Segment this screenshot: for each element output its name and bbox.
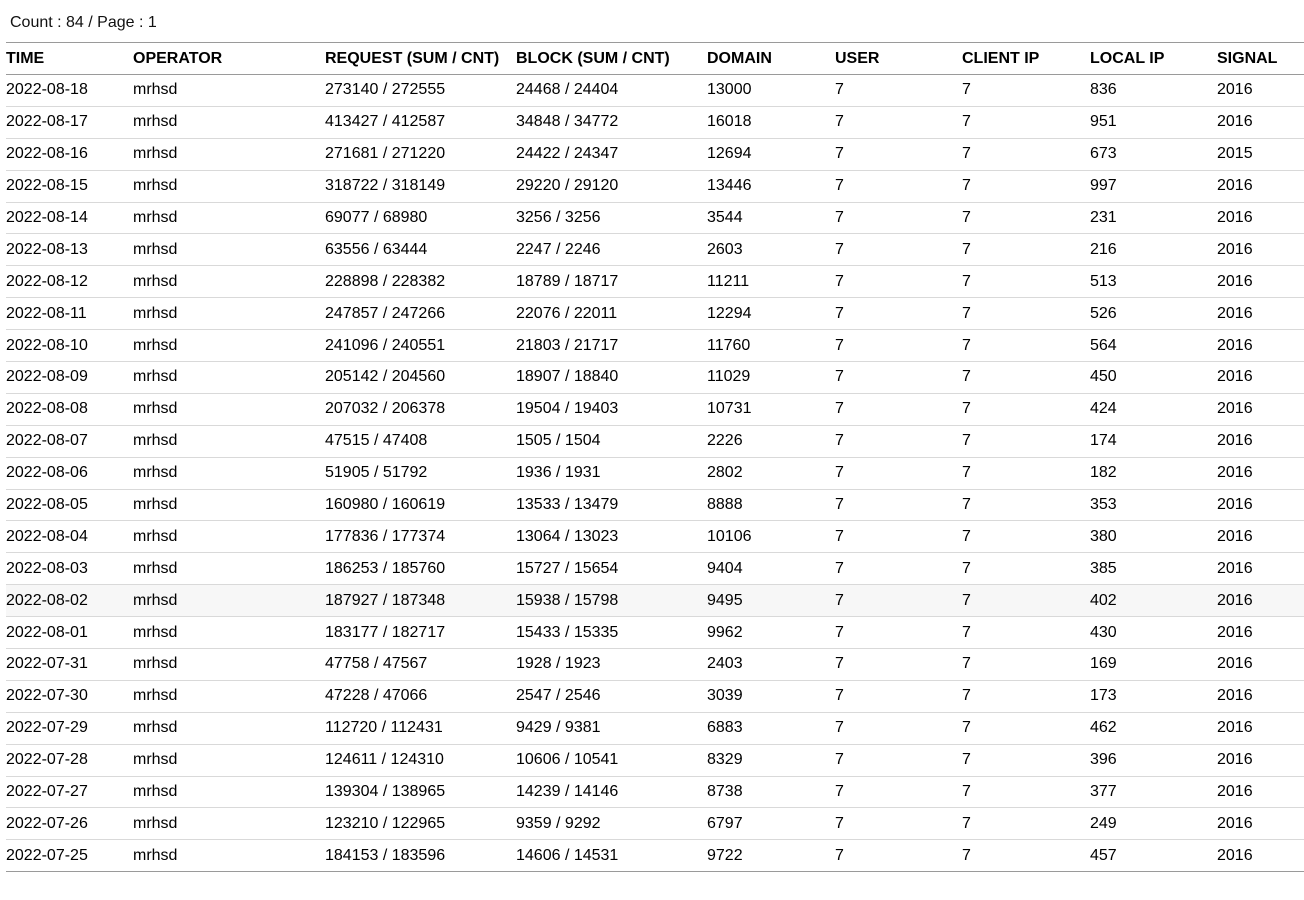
cell-client-ip: 7	[962, 719, 971, 737]
cell-local-ip: 377	[1090, 783, 1117, 801]
cell-block: 1505 / 1504	[516, 432, 601, 450]
cell-block: 14239 / 14146	[516, 783, 619, 801]
cell-operator: mrhsd	[133, 846, 178, 864]
table-row[interactable]	[6, 808, 1304, 840]
cell-operator: mrhsd	[133, 177, 178, 195]
cell-local-ip: 513	[1090, 272, 1117, 290]
cell-local-ip: 951	[1090, 113, 1117, 131]
cell-client-ip: 7	[962, 687, 971, 705]
cell-local-ip: 402	[1090, 591, 1117, 609]
cell-signal: 2016	[1217, 814, 1253, 832]
cell-domain: 9962	[707, 623, 743, 641]
table-row[interactable]	[6, 617, 1304, 649]
cell-local-ip: 997	[1090, 177, 1117, 195]
cell-client-ip: 7	[962, 559, 971, 577]
cell-user: 7	[835, 400, 844, 418]
cell-operator: mrhsd	[133, 496, 178, 514]
cell-client-ip: 7	[962, 814, 971, 832]
cell-request: 124611 / 124310	[325, 751, 444, 769]
cell-domain: 10731	[707, 400, 752, 418]
cell-client-ip: 7	[962, 783, 971, 801]
cell-request: 318722 / 318149	[325, 177, 446, 195]
cell-time: 2022-08-14	[6, 209, 88, 226]
column-header-user[interactable]: USER	[835, 49, 880, 67]
cell-signal: 2016	[1217, 719, 1253, 737]
cell-client-ip: 7	[962, 240, 971, 258]
table-body	[6, 75, 1304, 872]
table-row[interactable]	[6, 776, 1304, 808]
cell-local-ip: 424	[1090, 400, 1117, 418]
table-row[interactable]	[6, 362, 1304, 394]
cell-user: 7	[835, 304, 844, 322]
table-row[interactable]	[6, 840, 1304, 872]
cell-domain: 10106	[707, 527, 752, 545]
cell-domain: 2802	[707, 464, 743, 482]
column-header-operator[interactable]: OPERATOR	[133, 49, 223, 67]
cell-user: 7	[835, 527, 844, 545]
cell-operator: mrhsd	[133, 751, 178, 769]
cell-time: 2022-07-30	[6, 687, 88, 705]
cell-domain: 8738	[707, 783, 743, 801]
cell-request: 112720 / 112431	[325, 719, 443, 737]
cell-user: 7	[835, 814, 844, 832]
cell-domain: 12294	[707, 304, 752, 322]
cell-signal: 2016	[1217, 81, 1253, 99]
stats-table	[6, 42, 1304, 872]
cell-domain: 8329	[707, 751, 743, 769]
cell-operator: mrhsd	[133, 591, 178, 609]
cell-user: 7	[835, 623, 844, 641]
cell-request: 51905 / 51792	[325, 464, 428, 482]
cell-client-ip: 7	[962, 177, 971, 195]
cell-time: 2022-08-08	[6, 400, 88, 418]
cell-time: 2022-08-06	[6, 464, 88, 482]
cell-operator: mrhsd	[133, 687, 178, 705]
cell-user: 7	[835, 751, 844, 769]
cell-time: 2022-08-10	[6, 336, 88, 354]
cell-local-ip: 173	[1090, 687, 1117, 705]
cell-time: 2022-08-02	[6, 591, 88, 609]
cell-signal: 2016	[1217, 209, 1253, 226]
cell-time: 2022-07-26	[6, 814, 88, 832]
cell-time: 2022-08-13	[6, 240, 88, 258]
cell-domain: 13446	[707, 177, 752, 195]
cell-user: 7	[835, 464, 844, 482]
cell-operator: mrhsd	[133, 113, 178, 131]
cell-operator: mrhsd	[133, 432, 178, 450]
cell-request: 247857 / 247266	[325, 304, 446, 322]
cell-request: 228898 / 228382	[325, 272, 446, 290]
cell-block: 21803 / 21717	[516, 336, 619, 354]
cell-block: 13533 / 13479	[516, 496, 619, 514]
cell-block: 14606 / 14531	[516, 846, 619, 864]
cell-local-ip: 231	[1090, 209, 1117, 226]
cell-domain: 9404	[707, 559, 743, 577]
table-row[interactable]	[6, 75, 1304, 107]
cell-time: 2022-07-28	[6, 751, 88, 769]
cell-domain: 13000	[707, 81, 752, 99]
cell-client-ip: 7	[962, 336, 971, 354]
cell-block: 1928 / 1923	[516, 655, 601, 673]
cell-client-ip: 7	[962, 368, 971, 386]
cell-request: 413427 / 412587	[325, 113, 446, 131]
column-header-local-ip[interactable]: LOCAL IP	[1090, 49, 1165, 67]
cell-local-ip: 430	[1090, 623, 1117, 641]
cell-operator: mrhsd	[133, 145, 178, 163]
table-row[interactable]	[6, 489, 1304, 521]
cell-operator: mrhsd	[133, 209, 178, 226]
cell-local-ip: 457	[1090, 846, 1117, 864]
cell-local-ip: 169	[1090, 655, 1117, 673]
cell-signal: 2016	[1217, 687, 1253, 705]
cell-client-ip: 7	[962, 272, 971, 290]
column-header-client-ip[interactable]: CLIENT IP	[962, 49, 1040, 67]
cell-user: 7	[835, 113, 844, 131]
cell-time: 2022-08-16	[6, 145, 88, 163]
cell-user: 7	[835, 559, 844, 577]
cell-signal: 2016	[1217, 623, 1253, 641]
cell-operator: mrhsd	[133, 623, 178, 641]
cell-local-ip: 385	[1090, 559, 1117, 577]
cell-local-ip: 249	[1090, 814, 1117, 832]
cell-domain: 11760	[707, 336, 751, 354]
cell-request: 271681 / 271220	[325, 145, 446, 163]
column-header-block[interactable]: BLOCK (SUM / CNT)	[516, 49, 670, 67]
cell-user: 7	[835, 209, 844, 226]
cell-time: 2022-08-04	[6, 527, 88, 545]
cell-signal: 2016	[1217, 559, 1253, 577]
cell-time: 2022-07-27	[6, 783, 88, 801]
cell-time: 2022-08-18	[6, 81, 88, 99]
cell-signal: 2016	[1217, 655, 1253, 673]
table-row[interactable]	[6, 298, 1304, 330]
column-header-domain[interactable]: DOMAIN	[707, 49, 772, 67]
cell-domain: 6883	[707, 719, 743, 737]
cell-user: 7	[835, 432, 844, 450]
cell-client-ip: 7	[962, 496, 971, 514]
cell-operator: mrhsd	[133, 814, 178, 832]
cell-local-ip: 182	[1090, 464, 1117, 482]
cell-block: 2247 / 2246	[516, 240, 601, 258]
cell-signal: 2016	[1217, 591, 1253, 609]
cell-request: 47515 / 47408	[325, 432, 428, 450]
cell-signal: 2016	[1217, 496, 1253, 514]
cell-block: 1936 / 1931	[516, 464, 601, 482]
table-row[interactable]	[6, 521, 1304, 553]
table-row[interactable]	[6, 744, 1304, 776]
cell-block: 19504 / 19403	[516, 400, 619, 418]
cell-user: 7	[835, 240, 844, 258]
cell-block: 22076 / 22011	[516, 304, 618, 322]
cell-domain: 12694	[707, 145, 752, 163]
cell-client-ip: 7	[962, 400, 971, 418]
cell-time: 2022-08-09	[6, 368, 88, 386]
cell-domain: 2603	[707, 240, 743, 258]
cell-client-ip: 7	[962, 209, 971, 226]
cell-signal: 2015	[1217, 145, 1253, 163]
cell-time: 2022-07-25	[6, 846, 88, 864]
cell-block: 15433 / 15335	[516, 623, 619, 641]
table-row[interactable]	[6, 649, 1304, 681]
cell-block: 3256 / 3256	[516, 209, 601, 226]
cell-operator: mrhsd	[133, 464, 178, 482]
cell-local-ip: 396	[1090, 751, 1117, 769]
cell-signal: 2016	[1217, 113, 1253, 131]
cell-domain: 2226	[707, 432, 743, 450]
cell-client-ip: 7	[962, 655, 971, 673]
cell-operator: mrhsd	[133, 336, 178, 354]
cell-time: 2022-08-12	[6, 272, 88, 290]
cell-local-ip: 174	[1090, 432, 1117, 450]
cell-domain: 3544	[707, 209, 743, 226]
cell-request: 47758 / 47567	[325, 655, 428, 673]
cell-request: 47228 / 47066	[325, 687, 428, 705]
cell-user: 7	[835, 591, 844, 609]
cell-client-ip: 7	[962, 81, 971, 99]
cell-time: 2022-08-17	[6, 113, 88, 131]
cell-client-ip: 7	[962, 591, 971, 609]
cell-signal: 2016	[1217, 177, 1253, 195]
table-row[interactable]	[6, 138, 1304, 170]
cell-time: 2022-08-05	[6, 496, 88, 514]
cell-block: 24468 / 24404	[516, 81, 619, 99]
cell-time: 2022-08-01	[6, 623, 88, 641]
cell-signal: 2016	[1217, 783, 1253, 801]
table-row[interactable]	[6, 266, 1304, 298]
cell-client-ip: 7	[962, 304, 971, 322]
cell-request: 186253 / 185760	[325, 559, 446, 577]
table-row[interactable]	[6, 106, 1304, 138]
table-header	[6, 43, 1304, 75]
cell-request: 63556 / 63444	[325, 240, 428, 258]
cell-request: 160980 / 160619	[325, 496, 446, 514]
cell-time: 2022-08-07	[6, 432, 88, 450]
cell-domain: 9495	[707, 591, 743, 609]
table-row[interactable]	[6, 712, 1304, 744]
cell-request: 139304 / 138965	[325, 783, 446, 801]
cell-time: 2022-08-11	[6, 304, 87, 322]
cell-operator: mrhsd	[133, 655, 178, 673]
cell-time: 2022-08-15	[6, 177, 88, 195]
cell-signal: 2016	[1217, 846, 1253, 864]
cell-time: 2022-08-03	[6, 559, 88, 577]
cell-request: 69077 / 68980	[325, 209, 428, 226]
cell-user: 7	[835, 81, 844, 99]
cell-user: 7	[835, 368, 844, 386]
cell-user: 7	[835, 177, 844, 195]
header-row	[6, 43, 1304, 75]
table-row[interactable]	[6, 202, 1304, 234]
cell-user: 7	[835, 336, 844, 354]
cell-domain: 3039	[707, 687, 743, 705]
cell-domain: 11029	[707, 368, 751, 386]
cell-request: 183177 / 182717	[325, 623, 446, 641]
cell-domain: 2403	[707, 655, 743, 673]
cell-block: 18789 / 18717	[516, 272, 619, 290]
table-row[interactable]	[6, 425, 1304, 457]
cell-signal: 2016	[1217, 336, 1253, 354]
cell-local-ip: 564	[1090, 336, 1117, 354]
cell-request: 184153 / 183596	[325, 846, 446, 864]
cell-local-ip: 462	[1090, 719, 1117, 737]
cell-operator: mrhsd	[133, 304, 178, 322]
cell-user: 7	[835, 655, 844, 673]
cell-local-ip: 216	[1090, 240, 1117, 258]
cell-domain: 9722	[707, 846, 743, 864]
cell-request: 273140 / 272555	[325, 81, 446, 99]
cell-user: 7	[835, 846, 844, 864]
cell-user: 7	[835, 272, 844, 290]
table-row[interactable]	[6, 393, 1304, 425]
table-row[interactable]	[6, 234, 1304, 266]
cell-block: 18907 / 18840	[516, 368, 619, 386]
cell-domain: 8888	[707, 496, 743, 514]
cell-block: 10606 / 10541	[516, 751, 619, 769]
cell-user: 7	[835, 145, 844, 163]
table-row[interactable]	[6, 585, 1304, 617]
cell-request: 207032 / 206378	[325, 400, 446, 418]
cell-local-ip: 353	[1090, 496, 1117, 514]
cell-time: 2022-07-29	[6, 719, 88, 737]
cell-block: 2547 / 2546	[516, 687, 601, 705]
cell-signal: 2016	[1217, 240, 1253, 258]
cell-time: 2022-07-31	[6, 655, 88, 673]
cell-user: 7	[835, 719, 844, 737]
table-row[interactable]	[6, 553, 1304, 585]
cell-operator: mrhsd	[133, 368, 178, 386]
cell-local-ip: 836	[1090, 81, 1117, 99]
column-header-request[interactable]: REQUEST (SUM / CNT)	[325, 49, 500, 67]
cell-request: 123210 / 122965	[325, 814, 446, 832]
cell-operator: mrhsd	[133, 240, 178, 258]
cell-operator: mrhsd	[133, 81, 178, 99]
cell-signal: 2016	[1217, 272, 1253, 290]
cell-client-ip: 7	[962, 464, 971, 482]
column-header-signal[interactable]: SIGNAL	[1217, 49, 1278, 67]
cell-domain: 6797	[707, 814, 743, 832]
cell-block: 29220 / 29120	[516, 177, 619, 195]
cell-local-ip: 450	[1090, 368, 1117, 386]
cell-client-ip: 7	[962, 623, 971, 641]
cell-request: 205142 / 204560	[325, 368, 446, 386]
cell-client-ip: 7	[962, 145, 971, 163]
cell-domain: 16018	[707, 113, 752, 131]
cell-block: 24422 / 24347	[516, 145, 619, 163]
cell-operator: mrhsd	[133, 559, 178, 577]
cell-block: 9429 / 9381	[516, 719, 601, 737]
cell-block: 9359 / 9292	[516, 814, 601, 832]
column-header-time[interactable]: TIME	[6, 49, 45, 67]
cell-domain: 11211	[707, 272, 750, 290]
cell-block: 15727 / 15654	[516, 559, 619, 577]
cell-request: 187927 / 187348	[325, 591, 446, 609]
cell-block: 13064 / 13023	[516, 527, 619, 545]
cell-operator: mrhsd	[133, 400, 178, 418]
cell-operator: mrhsd	[133, 527, 178, 545]
cell-client-ip: 7	[962, 527, 971, 545]
cell-user: 7	[835, 783, 844, 801]
cell-signal: 2016	[1217, 368, 1253, 386]
cell-request: 177836 / 177374	[325, 527, 446, 545]
cell-block: 34848 / 34772	[516, 113, 619, 131]
pagination-summary: Count : 84 / Page : 1	[10, 14, 157, 31]
cell-local-ip: 380	[1090, 527, 1117, 545]
cell-local-ip: 526	[1090, 304, 1117, 322]
cell-local-ip: 673	[1090, 145, 1117, 163]
cell-user: 7	[835, 687, 844, 705]
table-row[interactable]	[6, 170, 1304, 202]
cell-signal: 2016	[1217, 304, 1253, 322]
cell-operator: mrhsd	[133, 783, 178, 801]
cell-signal: 2016	[1217, 432, 1253, 450]
cell-client-ip: 7	[962, 751, 971, 769]
cell-client-ip: 7	[962, 432, 971, 450]
cell-request: 241096 / 240551	[325, 336, 446, 354]
cell-block: 15938 / 15798	[516, 591, 619, 609]
cell-operator: mrhsd	[133, 272, 178, 290]
cell-client-ip: 7	[962, 846, 971, 864]
cell-user: 7	[835, 496, 844, 514]
table-row[interactable]	[6, 457, 1304, 489]
cell-signal: 2016	[1217, 751, 1253, 769]
table-row[interactable]	[6, 680, 1304, 712]
cell-client-ip: 7	[962, 113, 971, 131]
cell-signal: 2016	[1217, 400, 1253, 418]
cell-signal: 2016	[1217, 464, 1253, 482]
cell-signal: 2016	[1217, 527, 1253, 545]
cell-operator: mrhsd	[133, 719, 178, 737]
table-row[interactable]	[6, 330, 1304, 362]
